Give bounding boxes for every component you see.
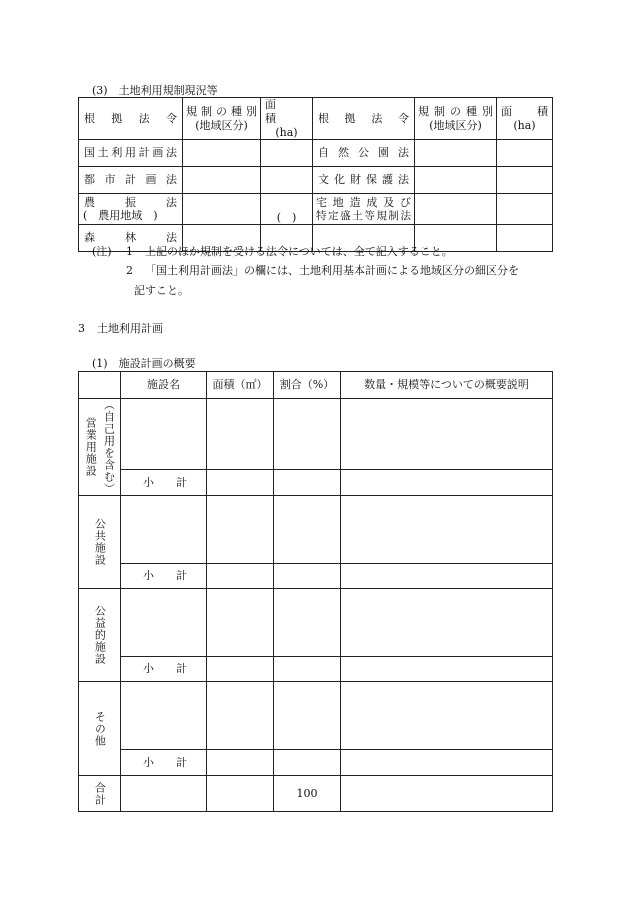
note-2-text-line1: 「国土利用計画法」の欄には、土地利用基本計画による地域区分の細区分を: [145, 264, 519, 277]
header-facility-name: 施設名: [121, 372, 207, 399]
law-agricultural-promotion: 農 振 法 ( 農用地域 ): [79, 194, 183, 225]
law-cultural-property: 文化財保護法: [313, 167, 415, 194]
group-label-commercial-sub: （自己用を含む）: [102, 399, 116, 495]
cell-area[interactable]: [261, 140, 313, 167]
subtotal-label: 小 計: [121, 657, 207, 682]
cell-area[interactable]: [207, 682, 274, 750]
cell-ratio[interactable]: [274, 682, 341, 750]
facility-plan-table: [78, 371, 553, 812]
cell-area[interactable]: [497, 140, 553, 167]
note-1-text: 上記のほか規制を受ける法令については、全て記入すること。: [145, 245, 453, 258]
header-law-left: 根 拠 法 令: [79, 98, 183, 140]
cell-area[interactable]: [261, 167, 313, 194]
cell-ratio[interactable]: [274, 399, 341, 470]
cell-description[interactable]: [341, 682, 553, 750]
header-type-left: 規制の種別 (地域区分): [183, 98, 261, 140]
cell-area-subtotal[interactable]: [207, 470, 274, 496]
cell-description-total[interactable]: [341, 776, 553, 812]
cell-area-subtotal[interactable]: [207, 750, 274, 776]
note-2-text-line2: 記すこと。: [134, 284, 189, 297]
cell-ratio-subtotal[interactable]: [274, 657, 341, 682]
group-label-public: 公共施設: [79, 496, 121, 589]
header-law-right: 根 拠 法 令: [313, 98, 415, 140]
group-label-commercial-text: 営業用施設: [84, 417, 98, 477]
cell-type[interactable]: [415, 140, 497, 167]
cell-description-subtotal[interactable]: [341, 750, 553, 776]
group-label-public-interest: 公益的施設: [79, 589, 121, 682]
cell-ratio-subtotal[interactable]: [274, 750, 341, 776]
header-corner: [79, 372, 121, 399]
group-label-other: その他: [79, 682, 121, 776]
notes-label: (注): [92, 245, 112, 258]
law-natural-park: 自然公園法: [313, 140, 415, 167]
cell-area[interactable]: [207, 399, 274, 470]
section-number: 3: [78, 322, 85, 335]
header-ratio: 割合（%）: [274, 372, 341, 399]
note-1-number: 1: [126, 245, 133, 258]
cell-ratio-subtotal[interactable]: [274, 564, 341, 589]
cell-facility-name[interactable]: [121, 399, 207, 470]
section-1-title: (1) 施設計画の概要: [92, 357, 196, 370]
cell-ratio[interactable]: [274, 589, 341, 657]
cell-facility-name-total[interactable]: [121, 776, 207, 812]
cell-area-subtotal[interactable]: [207, 657, 274, 682]
cell-description[interactable]: [341, 589, 553, 657]
law-forest: 森 林 法: [79, 225, 183, 252]
cell-ratio[interactable]: [274, 496, 341, 564]
law-city-planning: 都市計画法: [79, 167, 183, 194]
cell-description[interactable]: [341, 399, 553, 470]
header-area: 面積（㎡）: [207, 372, 274, 399]
cell-area[interactable]: [497, 167, 553, 194]
note-2-number: 2: [126, 264, 133, 277]
cell-type[interactable]: [415, 194, 497, 225]
header-type-right: 規制の種別 (地域区分): [415, 98, 497, 140]
header-description: 数量・規模等についての概要説明: [341, 372, 553, 399]
law-residential-land: 宅地造成及び 特定盛土等規制法: [313, 194, 415, 225]
section-title: 土地利用計画: [97, 322, 163, 335]
cell-area[interactable]: [497, 225, 553, 252]
total-label: 合計: [79, 776, 121, 812]
cell-area-paren[interactable]: ( ): [261, 194, 313, 225]
cell-area[interactable]: [207, 589, 274, 657]
cell-description-subtotal[interactable]: [341, 470, 553, 496]
law-national-land-use: 国土利用計画法: [79, 140, 183, 167]
cell-area[interactable]: [207, 496, 274, 564]
cell-type[interactable]: [183, 140, 261, 167]
subtotal-label: 小 計: [121, 750, 207, 776]
cell-area-subtotal[interactable]: [207, 564, 274, 589]
header-area-right: 面 積 (ha): [497, 98, 553, 140]
cell-type[interactable]: [415, 167, 497, 194]
subtotal-label: 小 計: [121, 470, 207, 496]
cell-facility-name[interactable]: [121, 682, 207, 750]
group-label-commercial: [79, 399, 121, 496]
cell-facility-name[interactable]: [121, 589, 207, 657]
section-3-title: (3) 土地利用規制現況等: [92, 84, 218, 97]
cell-ratio-subtotal[interactable]: [274, 470, 341, 496]
cell-area[interactable]: [497, 194, 553, 225]
land-use-regulation-table: [78, 97, 553, 252]
subtotal-label: 小 計: [121, 564, 207, 589]
cell-area-total[interactable]: [207, 776, 274, 812]
cell-type[interactable]: [183, 194, 261, 225]
total-ratio-value: 100: [274, 776, 341, 812]
header-area-left: 面 積 (ha): [261, 98, 313, 140]
cell-facility-name[interactable]: [121, 496, 207, 564]
cell-description[interactable]: [341, 496, 553, 564]
cell-description-subtotal[interactable]: [341, 564, 553, 589]
cell-type[interactable]: [183, 167, 261, 194]
cell-description-subtotal[interactable]: [341, 657, 553, 682]
